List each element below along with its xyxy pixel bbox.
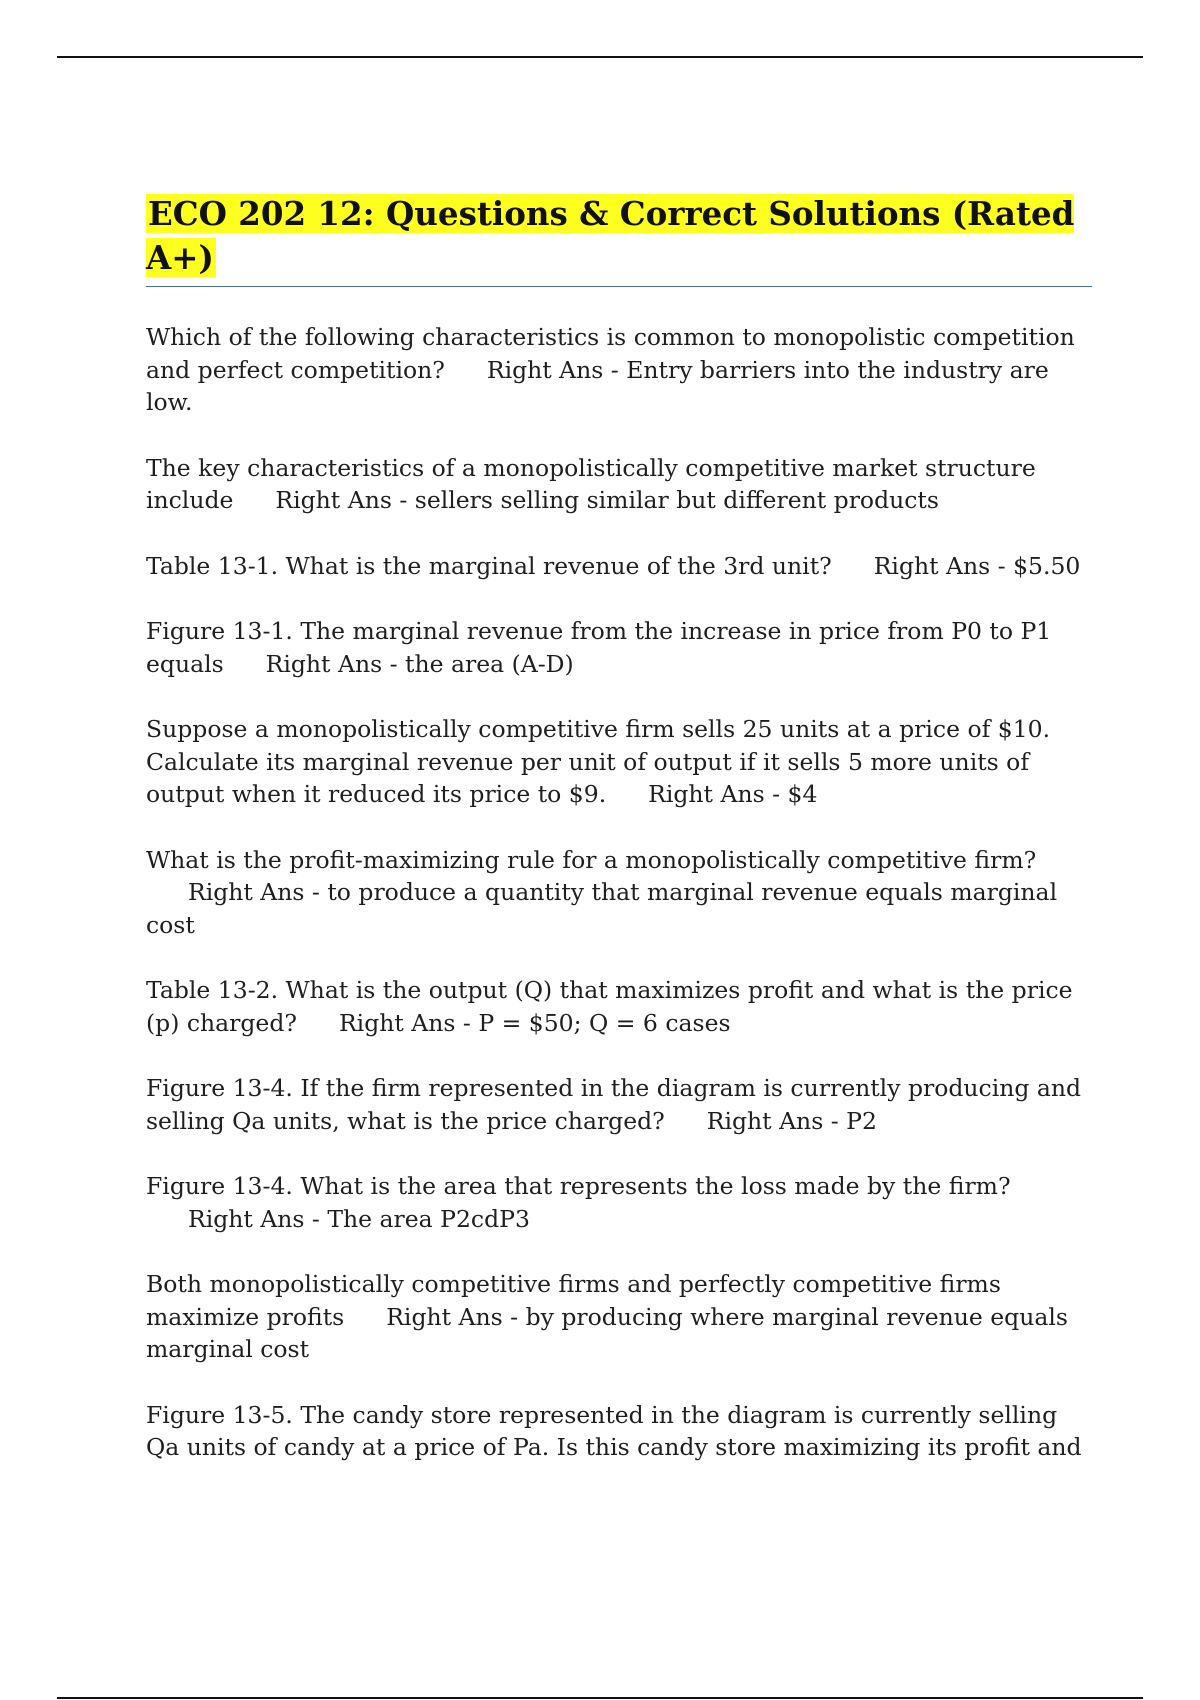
question-text: Both monopolistically competitive firms and perfectly competitive firms maximize profits (146, 1270, 1001, 1331)
answer-text: Right Ans - P = $50; Q = 6 cases (338, 1008, 731, 1037)
question-text: What is the profit-maximizing rule for a monopolistically competitive firm? (146, 845, 1037, 874)
qa-item (146, 844, 1092, 942)
question-text: Figure 13-4. What is the area that represents the loss made by the firm? (146, 1172, 1011, 1200)
question-text: Suppose a monopolistically competitive firm sells 25 units at a price of $10. Calculate its marginal revenue per unit of output if it sells 5 more units of output when it reduced its price to $9. (146, 715, 1051, 808)
answer-text: Right Ans - Entry barriers into the industry are low. (146, 355, 1049, 416)
question-text: The key characteristics of a monopolistically competitive market structure include (146, 453, 1036, 514)
answer-text: Right Ans - the area (A-D) (265, 649, 574, 678)
answer-text: Right Ans - The area P2cdP3 (188, 1204, 530, 1233)
question-text: Which of the following characteristics is common to monopolistic competition and perfect competition? (146, 323, 1075, 384)
qa-item (146, 550, 1092, 583)
footer-rule (57, 1697, 1143, 1699)
qa-item (146, 713, 1092, 811)
title-block (146, 192, 1092, 287)
qa-item (146, 1268, 1092, 1366)
answer-text: Right Ans - $5.50 (873, 551, 1081, 580)
qa-item (146, 321, 1092, 419)
qa-item (146, 452, 1092, 517)
document-title: ECO 202 12: Questions & Correct Solutions (Rated A+) (146, 194, 1075, 277)
question-text: Figure 13-5. The candy store represented in the diagram is currently selling Qa units of candy at a price of Pa. Is this candy store maximizing its profit and (146, 1400, 1082, 1461)
qa-item (146, 1399, 1092, 1464)
qa-item (146, 1072, 1092, 1137)
answer-text: Right Ans - to produce a quantity that marginal revenue equals marginal cost (146, 878, 1058, 939)
answer-text: Right Ans - by producing where marginal revenue equals marginal cost (146, 1302, 1068, 1363)
qa-item (146, 974, 1092, 1039)
question-text: Figure 13-4. If the firm represented in the diagram is currently producing and selling Qa units, what is the price charged? (146, 1074, 1082, 1135)
question-text: Table 13-2. What is the output (Q) that maximizes profit and what is the price (p) charged? (146, 976, 1073, 1037)
document-body (146, 192, 1092, 1497)
question-text: Table 13-1. What is the marginal revenue of the 3rd unit? (146, 551, 832, 580)
answer-text: Right Ans - P2 (706, 1106, 877, 1135)
question-text: Figure 13-1. The marginal revenue from the increase in price from P0 to P1 equals (146, 617, 1052, 678)
header-rule (57, 56, 1143, 58)
answer-text: Right Ans - sellers selling similar but different products (275, 486, 939, 514)
qa-item (146, 1170, 1092, 1235)
qa-item (146, 615, 1092, 680)
answer-text: Right Ans - $4 (648, 780, 818, 808)
